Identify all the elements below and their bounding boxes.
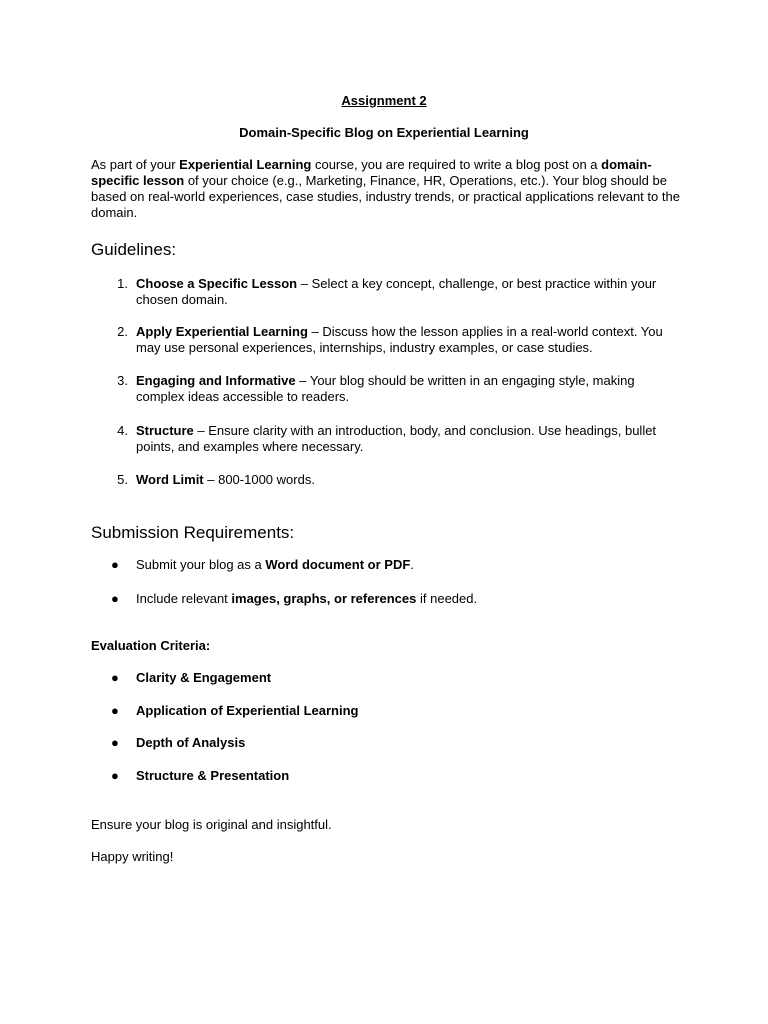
assignment-title: Assignment 2 <box>341 93 427 108</box>
submission-text: . <box>410 557 414 572</box>
bullet-icon: ● <box>111 735 119 750</box>
guideline-title: Choose a Specific Lesson <box>136 276 298 291</box>
criteria-item: Application of Experiential Learning <box>136 703 359 718</box>
guideline-title: Word Limit <box>136 472 204 487</box>
intro-bold-2: domain-specific lesson <box>91 157 652 188</box>
intro-paragraph <box>91 157 691 221</box>
guideline-item <box>136 423 681 455</box>
closing-signoff: Happy writing! <box>91 849 174 864</box>
guideline-title: Structure <box>136 423 194 438</box>
intro-bold-1: Experiential Learning <box>179 157 312 172</box>
closing-line: Ensure your blog is original and insightful. <box>91 817 332 832</box>
submission-heading: Submission Requirements: <box>91 523 295 542</box>
guideline-item <box>136 472 681 488</box>
guidelines-heading: Guidelines: <box>91 240 177 259</box>
submission-text: if needed. <box>416 591 478 606</box>
bullet-icon: ● <box>111 557 119 572</box>
guideline-item <box>136 373 681 405</box>
criteria-item: Structure & Presentation <box>136 768 290 783</box>
bullet-icon: ● <box>111 768 119 783</box>
submission-item <box>136 557 681 573</box>
guideline-title: Apply Experiential Learning <box>136 324 308 339</box>
guideline-text: – Ensure clarity with an introduction, body, and conclusion. Use headings, bullet points, and examples where necessary. <box>136 423 657 454</box>
guideline-item <box>136 324 681 356</box>
criteria-heading: Evaluation Criteria: <box>91 638 211 653</box>
bullet-icon: ● <box>111 703 119 718</box>
bullet-icon: ● <box>111 670 119 685</box>
guideline-text: – Discuss how the lesson applies in a real-world context. You may use personal experiences, internships, industry examples, or case studies. <box>136 324 663 355</box>
submission-bold: Word document or PDF <box>265 557 411 572</box>
guideline-text: – Your blog should be written in an engaging style, making complex ideas accessible to readers. <box>136 373 635 404</box>
guideline-item <box>136 276 681 308</box>
criteria-item: Depth of Analysis <box>136 735 246 750</box>
criteria-item: Clarity & Engagement <box>136 670 272 685</box>
submission-text: Submit your blog as a <box>136 557 266 572</box>
guideline-number: 3. <box>117 373 128 388</box>
intro-text-1: As part of your <box>91 157 180 172</box>
guideline-title: Engaging and Informative <box>136 373 296 388</box>
guideline-text: – 800-1000 words. <box>203 472 315 487</box>
guideline-number: 1. <box>117 276 128 291</box>
submission-bold: images, graphs, or references <box>231 591 417 606</box>
guideline-number: 2. <box>117 324 128 339</box>
assignment-subtitle: Domain-Specific Blog on Experiential Learning <box>239 125 529 140</box>
submission-item <box>136 591 681 607</box>
bullet-icon: ● <box>111 591 119 606</box>
guideline-number: 4. <box>117 423 128 438</box>
intro-text-3: of your choice (e.g., Marketing, Finance, HR, Operations, etc.). Your blog should be based on real-world experiences, case studies, industry trends, or practical applications relevant to the domain. <box>91 173 680 220</box>
submission-text: Include relevant <box>136 591 232 606</box>
guideline-text: – Select a key concept, challenge, or best practice within your chosen domain. <box>136 276 657 307</box>
guideline-number: 5. <box>117 472 128 487</box>
intro-text-2: course, you are required to write a blog post on a <box>311 157 602 172</box>
